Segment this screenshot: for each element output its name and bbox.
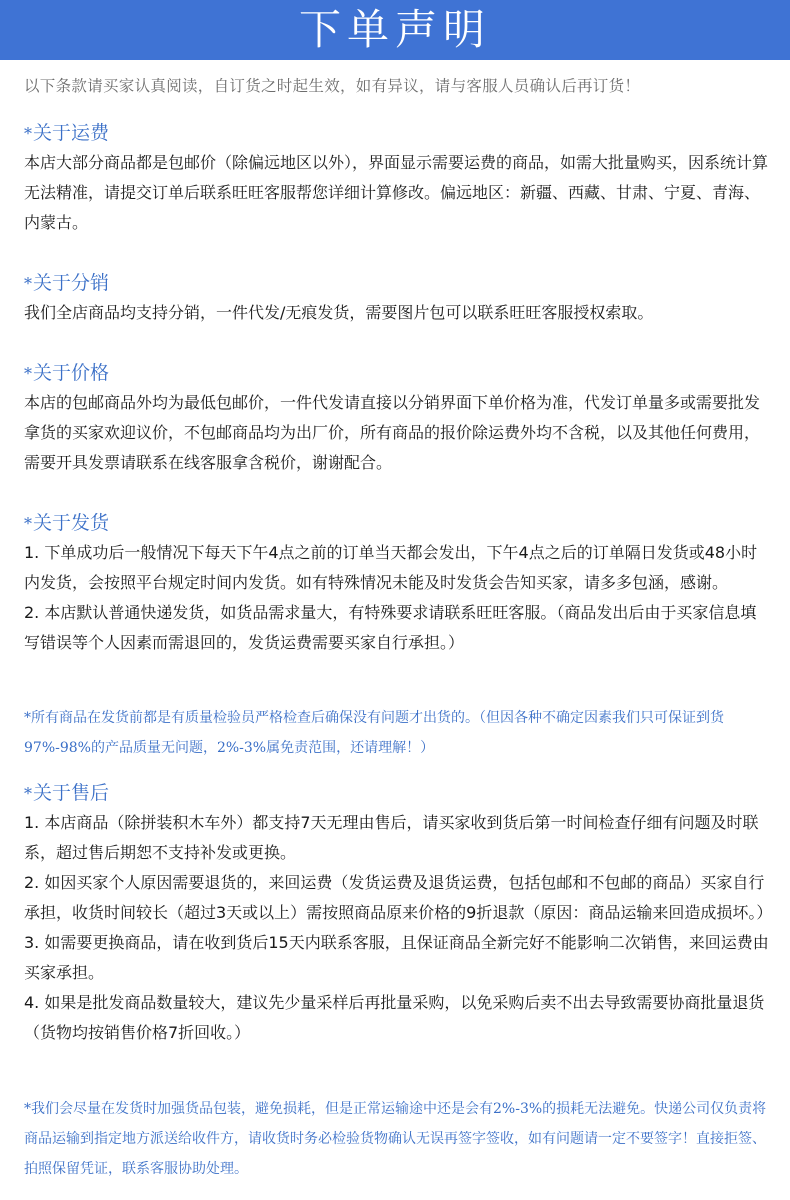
intro-notice: 以下条款请买家认真阅读，自订货之时起生效，如有异议，请与客服人员确认后再订货！ [24, 77, 641, 95]
asterisk-icon: * [24, 514, 32, 533]
section-distribution [24, 268, 770, 328]
packaging-note: *我们会尽量在发货时加强货品包装，避免损耗，但是正常运输途中还是会有2%-3%的损耗无法避免。快递公司仅负责将商品运输到指定地方派送给收件方，请收货时务必检验货物确认无误再签字签收，如有问题请一定不要签字！直接拒签、拍照保留凭证，联系客服协助处理。 [24, 1101, 767, 1177]
section-delivery [24, 508, 770, 658]
list-item: 1. 下单成功后一般情况下每天下午4点之前的订单当天都会发出，下午4点之后的订单隔日发货或48小时内发货，会按照平台规定时间内发货。如有特殊情况未能及时发货会告知买家，请多多包涵，感谢。 [24, 543, 758, 592]
section-title: *关于售后 [24, 782, 110, 804]
quality-note: *所有商品在发货前都是有质量检验员严格检查后确保没有问题才出货的。（但因各种不确定因素我们只可保证到货97%-98%的产品质量无问题，2%-3%属免责范围，还请理解！） [24, 710, 724, 756]
section-body: 我们全店商品均支持分销，一件代发/无痕发货，需要图片包可以联系旺旺客服授权索取。 [24, 303, 654, 322]
section-after-sales [24, 778, 773, 1048]
asterisk-icon: * [24, 274, 32, 293]
section-body: 本店的包邮商品外均为最低包邮价，一件代发请直接以分销界面下单价格为准，代发订单量多或需要批发拿货的买家欢迎议价，不包邮商品均为出厂价，所有商品的报价除运费外均不含税，以及其他任何费用，需要开具发票请联系在线客服拿含税价，谢谢配合。 [24, 393, 761, 472]
section-title: *关于运费 [24, 122, 110, 144]
section-shipping-fee [24, 118, 770, 238]
section-title: *关于分销 [24, 272, 110, 294]
section-title: *关于价格 [24, 362, 110, 384]
list-item: 4. 如果是批发商品数量较大，建议先少量采样后再批量采购，以免采购后卖不出去导致需要协商批量退货（货物均按销售价格7折回收。） [24, 993, 765, 1042]
page-title: 下单声明 [298, 5, 491, 54]
section-body: 本店大部分商品都是包邮价（除偏远地区以外），界面显示需要运费的商品，如需大批量购买，因系统计算无法精准，请提交订单后联系旺旺客服帮您详细计算修改。偏远地区：新疆、西藏、甘肃、宁夏、青海、内蒙古。 [24, 153, 769, 232]
list-item: 3. 如需要更换商品，请在收到货后15天内联系客服，且保证商品全新完好不能影响二次销售，来回运费由买家承担。 [24, 933, 769, 982]
section-title: *关于发货 [24, 512, 110, 534]
list-item: 2. 本店默认普通快递发货，如货品需求量大，有特殊要求请联系旺旺客服。（商品发出后由于买家信息填写错误等个人因素而需退回的，发货运费需要买家自行承担。） [24, 603, 757, 652]
asterisk-icon: * [24, 124, 32, 143]
asterisk-icon: * [24, 364, 32, 383]
section-price [24, 358, 770, 478]
list-item: 2. 如因买家个人原因需要退货的，来回运费（发货运费及退货运费，包括包邮和不包邮的商品）买家自行承担，收货时间较长（超过3天或以上）需按照商品原来价格的9折退款（原因：商品运输来回造成损坏。） [24, 873, 773, 922]
asterisk-icon: * [24, 784, 32, 803]
list-item: 1. 本店商品（除拼装积木车外）都支持7天无理由售后，请买家收到货后第一时间检查仔细有问题及时联系，超过售后期恕不支持补发或更换。 [24, 813, 759, 862]
page-header [0, 0, 790, 60]
